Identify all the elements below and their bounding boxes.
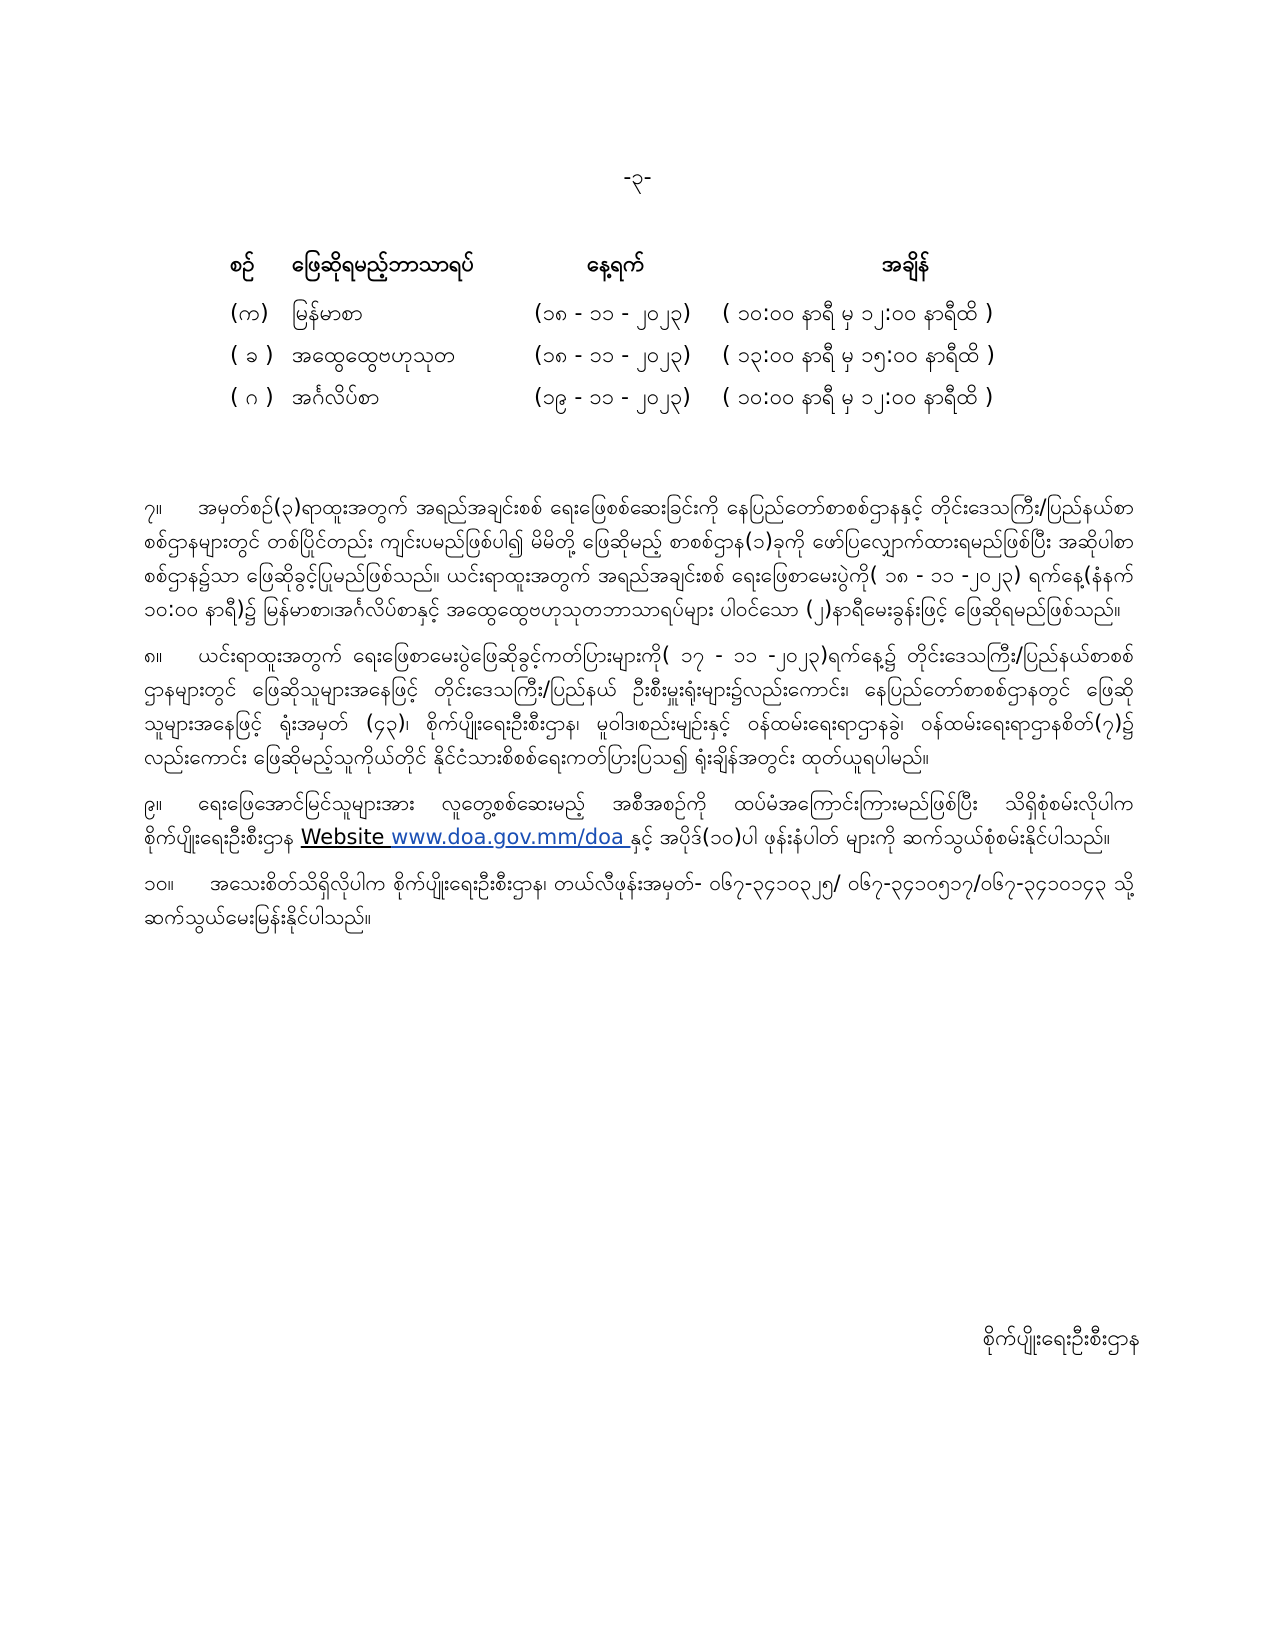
paragraph-number: ၇။ [144,495,163,519]
row-subject: မြန်မာစာ [292,301,363,326]
header-date: နေ့ရက် [587,252,645,277]
paragraph-number: ၉။ [144,791,163,815]
table-row [222,379,1122,421]
paragraph-9 [144,786,1134,854]
header-subject: ဖြေဆိုရမည့်ဘာသာရပ် [292,252,475,277]
paragraph-text: ရေးဖြေအောင်မြင်သူများအား လူတွေ့စစ်ဆေးမည့် အစီအစဉ်ကို ထပ်မံအကြောင်းကြားမည်ဖြစ်ပြီး သိရှိစုံစမ်းလိုပါက စိုက်ပျိုးရေးဦးစီးဌာန [144,791,1134,849]
page-number: -၃- [623,165,652,190]
row-subject: အင်္ဂလိပ်စာ [292,385,380,410]
body-paragraphs [144,490,1134,946]
row-time: ( ၁၃:၀၀ နာရီ မှ ၁၅:၀၀ နာရီထိ ) [722,343,995,368]
row-no: ( ခ ) [230,343,274,368]
row-date: (၁၈ - ၁၁ - ၂၀၂၃) [534,301,692,326]
row-date: (၁၉ - ၁၁ - ၂၀၂၃) [534,385,691,410]
paragraph-8 [144,638,1134,774]
paragraph-7 [144,490,1134,626]
paragraph-text: အမှတ်စဉ်(၃)ရာထူးအတွက် အရည်အချင်းစစ် ရေးဖြေစစ်ဆေးခြင်းကို နေပြည်တော်စာစစ်ဌာနနှင့် တိုင်းဒေသကြီး/ပြည်နယ်စာစစ်ဌာနများတွင် တစ်ပြိုင်တည်း ကျင်းပမည်ဖြစ်ပါ၍ မိမိတို့ ဖြေဆိုမည့် စာစစ်ဌာန(၁)ခုကို ဖော်ပြလျှောက်ထားရမည်ဖြစ်ပြီး အဆိုပါစာစစ်ဌာန၌သာ ဖြေဆိုခွင့်ပြုမည်ဖြစ်သည်။ ယင်းရာထူးအတွက် အရည်အချင်းစစ် ရေးဖြေစာမေးပွဲကို( ၁၈ - ၁၁ -၂၀၂၃) ရက်နေ့(နံနက် ၁၀:၀၀ နာရီ)၌ မြန်မာစာ၊အင်္ဂလိပ်စာနှင့် အထွေထွေဗဟုသုတဘာသာရပ်များ ပါဝင်သော (၂)နာရီမေးခွန်းဖြင့် ဖြေဆိုရမည်ဖြစ်သည်။ [144,495,1134,621]
paragraph-text: အသေးစိတ်သိရှိလိုပါက စိုက်ပျိုးရေးဦးစီးဌာန၊ တယ်လီဖုန်းအမှတ်- ၀၆၇-၃၄၁၀၃၂၅/ ၀၆၇-၃၄၁၀၅၁၇/၀၆၇-၃၄၁၀၁၄၃ သို့ ဆက်သွယ်မေးမြန်းနိုင်ပါသည်။ [144,871,1134,929]
row-no: (က) [230,301,269,326]
paragraph-number: ၈။ [144,643,163,667]
table-row [222,295,1122,337]
row-time: ( ၁၀:၀၀ နာရီ မှ ၁၂:၀၀ နာရီထိ ) [722,301,994,326]
signature-department: စိုက်ပျိုးရေးဦးစီးဌာန [982,1326,1140,1351]
exam-schedule-table [222,245,1122,421]
row-subject: အထွေထွေဗဟုသုတ [292,343,456,368]
row-date: (၁၈ - ၁၁ - ၂၀၂၃) [534,343,692,368]
header-no: စဉ် [230,252,255,277]
website-label: Website [300,825,392,849]
website-link[interactable]: www.doa.gov.mm/doa [391,825,631,849]
row-no: ( ဂ ) [230,385,274,410]
row-time: ( ၁၀:၀၀ နာရီ မှ ၁၂:၀၀ နာရီထိ ) [722,385,994,410]
table-row [222,337,1122,379]
paragraph-number: ၁၀။ [144,871,174,895]
paragraph-10 [144,866,1134,934]
paragraph-text: နှင့် အပိုဒ်(၁၀)ပါ ဖုန်းနံပါတ် များကို ဆက်သွယ်စုံစမ်းနိုင်ပါသည်။ [630,825,1111,849]
header-time: အချိန် [882,252,930,277]
paragraph-text: ယင်းရာထူးအတွက် ရေးဖြေစာမေးပွဲဖြေဆိုခွင့်ကတ်ပြားများကို( ၁၇ - ၁၁ -၂၀၂၃)ရက်နေ့၌ တိုင်းဒေသကြီး/ပြည်နယ်စာစစ်ဌာနများတွင် ဖြေဆိုသူများအနေဖြင့် တိုင်းဒေသကြီး/ပြည်နယ် ဦးစီးမှူးရုံးများ၌လည်းကောင်း၊ နေပြည်တော်စာစစ်ဌာနတွင် ဖြေဆိုသူများအနေဖြင့် ရုံးအမှတ် (၄၃)၊ စိုက်ပျိုးရေးဦးစီးဌာန၊ မူဝါဒ၊စည်းမျဉ်းနှင့် ဝန်ထမ်းရေးရာဌာနခွဲ၊ ဝန်ထမ်းရေးရာဌာနစိတ်(၇)၌ လည်းကောင်း ဖြေဆိုမည့်သူကိုယ်တိုင် နိုင်ငံသားစိစစ်ရေးကတ်ပြားပြသ၍ ရုံးချိန်အတွင်း ထုတ်ယူရပါမည်။ [144,643,1134,769]
table-header [222,245,1122,295]
